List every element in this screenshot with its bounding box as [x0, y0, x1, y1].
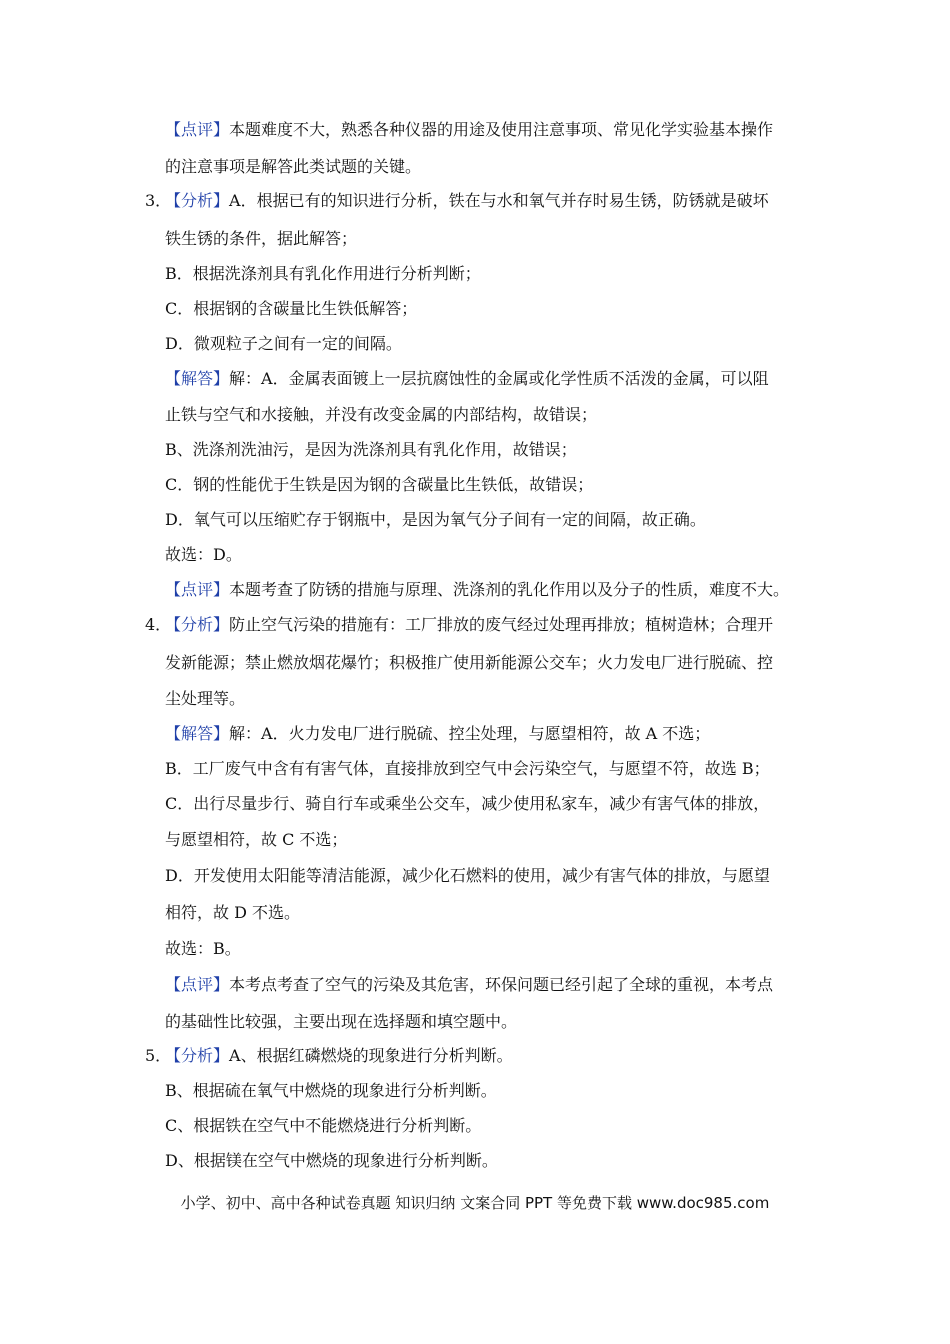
comment-line: 【点评】本考点考查了空气的污染及其危害，环保问题已经引起了全球的重视，本考点 [165, 975, 774, 994]
text-line: 尘处理等。 [165, 689, 246, 708]
text-line: 发新能源；禁止燃放烟花爆竹；积极推广使用新能源公交车；火力发电厂进行脱硫、控 [165, 653, 774, 672]
text-line: D、根据镁在空气中燃烧的现象进行分析判断。 [165, 1151, 498, 1170]
text-line: C．钢的性能优于生铁是因为钢的含碳量比生铁低，故错误； [165, 475, 594, 494]
comment-line: 【点评】本题难度不大，熟悉各种仪器的用途及使用注意事项、常见化学实验基本操作 [165, 120, 774, 139]
comment-tag: 【点评】 [165, 975, 230, 994]
question-number: 3． [145, 191, 172, 210]
text-line: 相符，故 D 不选。 [165, 903, 301, 922]
analysis-line: 【分析】防止空气污染的措施有：工厂排放的废气经过处理再排放；植树造林；合理开 [165, 615, 774, 634]
text-line: D．微观粒子之间有一定的间隔。 [165, 334, 402, 353]
question-number: 5． [145, 1046, 172, 1065]
text-line: B．根据洗涤剂具有乳化作用进行分析判断； [165, 264, 481, 283]
text-line: D．氧气可以压缩贮存于钢瓶中，是因为氧气分子间有一定的间隔，故正确。 [165, 510, 706, 529]
text-line: 与愿望相符，故 C 不选； [165, 830, 348, 849]
analysis-line: 【分析】A、根据红磷燃烧的现象进行分析判断。 [165, 1046, 513, 1065]
text-line: 止铁与空气和水接触，并没有改变金属的内部结构，故错误； [165, 405, 598, 424]
text-line: 故选：B。 [165, 939, 241, 958]
text-line: C．根据钢的含碳量比生铁低解答； [165, 299, 418, 318]
answer-line: 【解答】解：A．火力发电厂进行脱硫、控尘处理，与愿望相符，故 A 不选； [165, 724, 711, 743]
analysis-tag: 【分析】 [165, 615, 230, 634]
answer-tag: 【解答】 [165, 724, 230, 743]
comment-tag: 【点评】 [165, 120, 230, 139]
answer-line: 【解答】解：A．金属表面镀上一层抗腐蚀性的金属或化学性质不活泼的金属，可以阻 [165, 369, 769, 388]
page-footer: 小学、初中、高中各种试卷真题 知识归纳 文案合同 PPT 等免费下载 www.doc985.com [180, 1194, 770, 1212]
comment-line: 【点评】本题考查了防锈的措施与原理、洗涤剂的乳化作用以及分子的性质，难度不大。 [165, 580, 790, 599]
text-line: C、根据铁在空气中不能燃烧进行分析判断。 [165, 1116, 482, 1135]
analysis-line: 【分析】A．根据已有的知识进行分析，铁在与水和氧气并存时易生锈，防锈就是破坏 [165, 191, 769, 210]
text-line: 的注意事项是解答此类试题的关键。 [165, 157, 422, 176]
answer-tag: 【解答】 [165, 369, 230, 388]
analysis-tag: 【分析】 [165, 1046, 230, 1065]
text-line: B、洗涤剂洗油污，是因为洗涤剂具有乳化作用，故错误； [165, 440, 577, 459]
text-line: D．开发使用太阳能等清洁能源，减少化石燃料的使用，减少有害气体的排放，与愿望 [165, 866, 770, 885]
question-number: 4． [145, 615, 172, 634]
analysis-tag: 【分析】 [165, 191, 230, 210]
text-line: 铁生锈的条件，据此解答； [165, 229, 358, 248]
text-line: B．工厂废气中含有有害气体，直接排放到空气中会污染空气，与愿望不符，故选 B； [165, 759, 770, 778]
text-line: 故选：D。 [165, 545, 242, 564]
text-line: 的基础性比较强，主要出现在选择题和填空题中。 [165, 1012, 518, 1031]
text-line: C．出行尽量步行、骑自行车或乘坐公交车，减少使用私家车，减少有害气体的排放， [165, 794, 770, 813]
text-line: B、根据硫在氧气中燃烧的现象进行分析判断。 [165, 1081, 497, 1100]
comment-tag: 【点评】 [165, 580, 230, 599]
